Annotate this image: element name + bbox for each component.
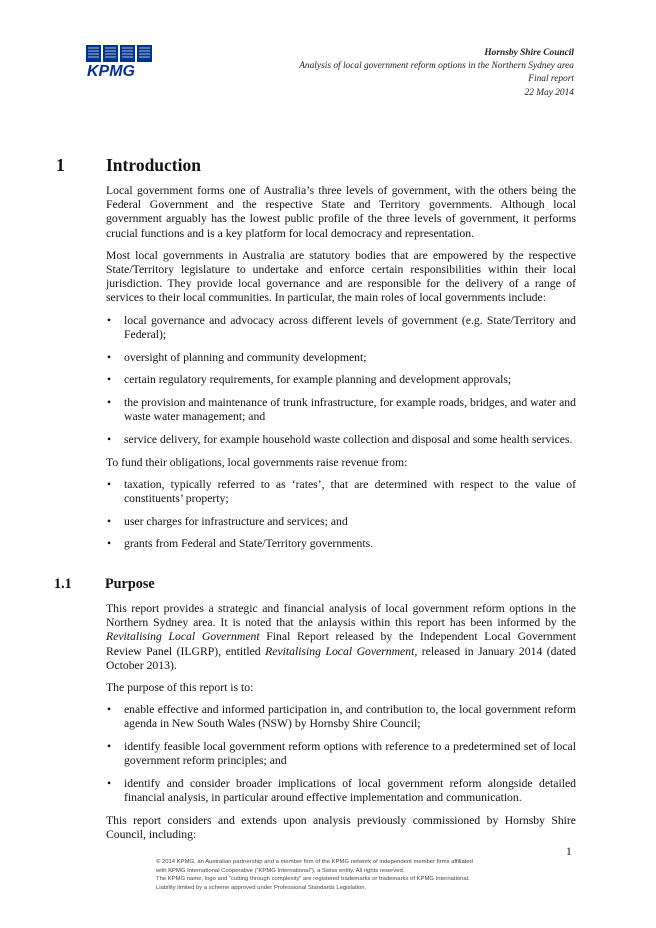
section-1-1-number: 1.1 (54, 576, 72, 592)
bullet-icon: • (107, 350, 112, 364)
bullet-icon: • (107, 537, 112, 551)
footer-line: © 2014 KPMG, an Australian partnership and a member firm of the KPMG network of independent member firms affiliated (156, 859, 473, 865)
list-item: • the provision and maintenance of trunk infrastructure, for example roads, bridges, and water and waste water management; and (107, 395, 576, 424)
publication-title: Revitalising Local Government, (265, 644, 418, 658)
bullet-icon: • (107, 514, 112, 528)
intro-paragraph-1: Local government forms one of Australia’s three levels of government, with the others being the Federal Government and the respective State and Territory governments. Although local government arguably has the lowest public profile of the three levels of government, it performs crucial functions and is a key platform for local democracy and representation. (106, 184, 576, 240)
header-date: 22 May 2014 (524, 87, 574, 98)
intro-paragraph-2: Most local governments in Australia are statutory bodies that are empowered by the respective State/Territory legislature to undertake and enforce certain responsibilities within their local jurisdiction. They provide local governance and are responsible for the delivery of a range of services to their local communities. In particular, the main roles of local governments include: (106, 248, 576, 305)
header-status: Final report (528, 74, 574, 85)
bullet-icon: • (107, 432, 112, 446)
intro-paragraph-3: To fund their obligations, local governments raise revenue from: (106, 455, 408, 469)
purpose-paragraph-1: This report provides a strategic and financial analysis of local government reform options in the Northern Sydney area. It is noted that the anlaysis within this report has been informed by the Revitalising Local Government Final Report released by the Independent Local Government Review Panel (ILGRP), entitled Revitalising Local Government, released in January 2014 (dated October 2013). (106, 602, 576, 672)
footer-line: with KPMG International Cooperative (“KPMG International”), a Swiss entity. All rights reserved. (156, 867, 405, 874)
bullet-icon: • (107, 740, 112, 754)
logo-text: KPMG (87, 63, 135, 77)
bullet-icon: • (107, 395, 112, 409)
legal-footer (156, 858, 536, 892)
publication-title: Revitalising Local Government (106, 630, 260, 644)
footer-line: The KPMG name, logo and “cutting through complexity” are registered trademarks or trademarks of KPMG International. (156, 876, 470, 883)
revenue-list (106, 478, 576, 552)
bullet-icon: • (107, 313, 112, 327)
section-1-title: Introduction (106, 155, 201, 175)
roles-list (106, 314, 576, 447)
bullet-icon: • (107, 703, 112, 717)
running-header (299, 47, 574, 100)
section-1-number: 1 (56, 155, 65, 175)
section-1-1-title: Purpose (105, 576, 155, 592)
header-organisation: Hornsby Shire Council (484, 48, 574, 58)
header-report-title: Analysis of local government reform options in the Northern Sydney area (299, 61, 574, 72)
bullet-icon: • (107, 777, 112, 791)
list-item: • identify feasible local government reform options with reference to a predetermined set of local government reform principles; and (107, 740, 576, 768)
list-item: • local governance and advocacy across different levels of government (e.g. State/Territory and Federal); (107, 313, 576, 341)
list-item: • identify and consider broader implications of local government reform alongside detailed financial analysis, in particular around effective implementation and communication. (107, 777, 576, 805)
list-item: • grants from Federal and State/Territory governments. (107, 537, 374, 551)
list-item: • enable effective and informed participation in, and contribution to, the local government reform agenda in New South Wales (NSW) by Hornsby Shire Council; (107, 703, 576, 731)
list-item: • user charges for infrastructure and services; and (107, 514, 348, 528)
page-number: 1 (566, 846, 572, 858)
list-item: • certain regulatory requirements, for example planning and development approvals; (107, 373, 512, 387)
purpose-paragraph-2: The purpose of this report is to: (106, 681, 254, 695)
list-item: • taxation, typically referred to as ‘rates’, that are determined with respect to the value of constituents’ property; (107, 477, 576, 505)
purpose-list (106, 703, 576, 805)
purpose-paragraph-3: This report considers and extends upon analysis previously commissioned by Hornsby Shire Council, including: (106, 813, 576, 842)
footer-line: Liability limited by a scheme approved under Professional Standards Legislation. (156, 884, 367, 891)
bullet-icon: • (107, 477, 112, 491)
section-1-body (106, 184, 576, 560)
list-item: • service delivery, for example household waste collection and disposal and some health services. (107, 432, 573, 446)
section-1-1-body (106, 602, 576, 850)
list-item: • oversight of planning and community development; (107, 350, 367, 364)
kpmg-logo (86, 45, 170, 77)
bullet-icon: • (107, 373, 112, 387)
